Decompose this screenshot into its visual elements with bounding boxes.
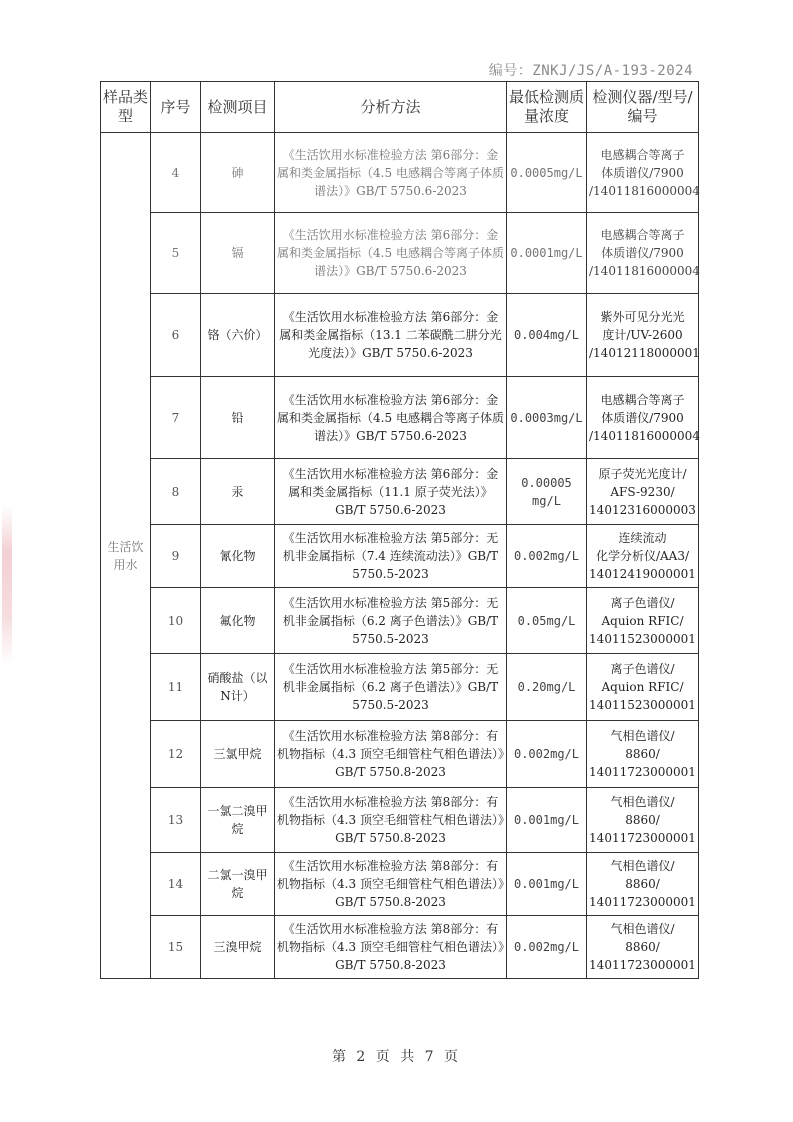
row-method: 《生活饮用水标准检验方法 第5部分：无机非金属指标（7.4 连续流动法）》GB/T 5750.5-2023 [275,525,507,588]
row-seq: 4 [151,133,201,213]
row-limit: 0.05mg/L [507,588,587,654]
instrument-line: 电感耦合等离子 [600,228,685,242]
table-row [101,721,699,788]
row-limit: 0.0003mg/L [507,377,587,459]
table-row [101,459,699,525]
instrument-line: 体质谱仪/7900 [601,410,684,425]
header-instrument: 检测仪器/型号/编号 [587,82,699,133]
row-instrument [587,459,699,525]
row-method: 《生活饮用水标准检验方法 第8部分：有机物指标（4.3 顶空毛细管柱气相色谱法）》GB/T 5750.8-2023 [275,853,507,916]
row-limit: 0.001mg/L [507,788,587,853]
row-method: 《生活饮用水标准检验方法 第8部分：有机物指标（4.3 顶空毛细管柱气相色谱法）》GB/T 5750.8-2023 [275,721,507,788]
row-limit: 0.001mg/L [507,853,587,916]
instrument-line: 度计/UV-2600 [602,328,683,342]
row-seq: 7 [151,377,201,459]
instrument-line: Aquion RFIC/ [601,680,684,694]
row-limit: 0.0005mg/L [507,133,587,213]
row-item: 汞 [201,459,275,525]
row-instrument [587,721,699,788]
instrument-line: 14011723000001 [589,831,696,845]
instrument-line: /14012118000001 [589,346,700,360]
instrument-line: 气相色谱仪/ [610,795,675,809]
instrument-line: Aquion RFIC/ [601,613,684,628]
instrument-line: 14011523000001 [589,631,696,646]
instrument-line: 气相色谱仪/ [610,922,675,936]
row-method: 《生活饮用水标准检验方法 第8部分：有机物指标（4.3 顶空毛细管柱气相色谱法）》GB/T 5750.8-2023 [275,788,507,853]
test-methods-table [100,81,699,979]
row-instrument [587,916,699,979]
row-limit: 0.002mg/L [507,916,587,979]
instrument-line: /14011816000004 [589,183,700,198]
instrument-line: 14011523000001 [589,698,696,712]
row-limit: 0.002mg/L [507,721,587,788]
row-instrument [587,213,699,294]
instrument-line: /14011816000004 [589,264,700,278]
instrument-line: 8860/ [625,940,660,954]
instrument-line: 8860/ [625,877,660,891]
instrument-line: 14011723000001 [589,958,696,972]
row-item: 砷 [201,133,275,213]
instrument-line: 8860/ [625,747,660,761]
row-method: 《生活饮用水标准检验方法 第6部分：金属和类金属指标（4.5 电感耦合等离子体质谱法）》GB/T 5750.6-2023 [275,133,507,213]
row-item: 三氯甲烷 [201,721,275,788]
row-item: 一氯二溴甲烷 [201,788,275,853]
row-item: 三溴甲烷 [201,916,275,979]
instrument-line: 体质谱仪/7900 [601,246,684,260]
row-limit: 0.002mg/L [507,525,587,588]
row-item: 铅 [201,377,275,459]
row-seq: 15 [151,916,201,979]
row-seq: 9 [151,525,201,588]
instrument-line: 电感耦合等离子 [600,147,685,162]
row-limit: 0.00005 mg/L [507,459,587,525]
header-sample-type: 样品类型 [101,82,151,133]
row-seq: 13 [151,788,201,853]
row-seq: 14 [151,853,201,916]
table-row [101,916,699,979]
row-method: 《生活饮用水标准检验方法 第6部分：金属和类金属指标（13.1 二苯碳酰二肼分光光度法）》GB/T 5750.6-2023 [275,294,507,377]
instrument-line: 紫外可见分光光 [600,310,685,324]
instrument-line: 14012419000001 [589,567,696,581]
row-item: 镉 [201,213,275,294]
table-row [101,377,699,459]
row-instrument [587,294,699,377]
row-item: 二氯一溴甲烷 [201,853,275,916]
instrument-line: 原子荧光光度计/ [598,466,687,481]
row-instrument [587,377,699,459]
row-seq: 5 [151,213,201,294]
instrument-line: 14011723000001 [589,765,696,779]
sample-type-cell: 生活饮用水 [101,133,151,979]
row-method: 《生活饮用水标准检验方法 第5部分：无机非金属指标（6.2 离子色谱法）》GB/T 5750.5-2023 [275,588,507,654]
instrument-line: 体质谱仪/7900 [601,165,684,180]
header-seq: 序号 [151,82,201,133]
row-instrument [587,853,699,916]
row-seq: 8 [151,459,201,525]
document-number: 编号：ZNKJ/JS/A-193-2024 [488,63,693,79]
row-instrument [587,788,699,853]
row-seq: 11 [151,654,201,721]
table-row [101,133,699,213]
instrument-line: 14012316000003 [589,502,696,517]
row-seq: 12 [151,721,201,788]
row-instrument [587,588,699,654]
instrument-line: 气相色谱仪/ [610,859,675,873]
row-item: 硝酸盐（以N计） [201,654,275,721]
row-instrument [587,525,699,588]
instrument-line: 14011723000001 [589,895,696,909]
table-row [101,654,699,721]
table-row [101,213,699,294]
table-row [101,294,699,377]
row-seq: 6 [151,294,201,377]
seal-edge-mark [2,505,12,665]
table-row [101,588,699,654]
row-limit: 0.004mg/L [507,294,587,377]
instrument-line: AFS-9230/ [610,484,675,499]
instrument-line: 离子色谱仪/ [610,595,675,610]
row-item: 氰化物 [201,525,275,588]
row-method: 《生活饮用水标准检验方法 第6部分：金属和类金属指标（4.5 电感耦合等离子体质谱法）》GB/T 5750.6-2023 [275,377,507,459]
header-limit: 最低检测质量浓度 [507,82,587,133]
instrument-line: 化学分析仪/AA3/ [595,549,690,563]
table-row [101,525,699,588]
page-number: 第 2 页 共 7 页 [331,1049,462,1065]
instrument-line: 连续流动 [618,531,667,545]
instrument-line: /14011816000004 [589,428,700,443]
row-instrument [587,133,699,213]
instrument-line: 离子色谱仪/ [610,662,675,676]
row-method: 《生活饮用水标准检验方法 第6部分：金属和类金属指标（11.1 原子荧光法）》GB/T 5750.6-2023 [275,459,507,525]
row-method: 《生活饮用水标准检验方法 第5部分：无机非金属指标（6.2 离子色谱法）》GB/T 5750.5-2023 [275,654,507,721]
row-limit: 0.0001mg/L [507,213,587,294]
table-row [101,853,699,916]
row-item: 氟化物 [201,588,275,654]
row-limit: 0.20mg/L [507,654,587,721]
header-item: 检测项目 [201,82,275,133]
header-method: 分析方法 [275,82,507,133]
instrument-line: 气相色谱仪/ [610,729,675,743]
row-item: 铬（六价） [201,294,275,377]
row-method: 《生活饮用水标准检验方法 第8部分：有机物指标（4.3 顶空毛细管柱气相色谱法）》GB/T 5750.8-2023 [275,916,507,979]
row-method: 《生活饮用水标准检验方法 第6部分：金属和类金属指标（4.5 电感耦合等离子体质谱法）》GB/T 5750.6-2023 [275,213,507,294]
table-header-row [101,82,699,133]
instrument-line: 电感耦合等离子 [600,392,685,407]
instrument-line: 8860/ [625,813,660,827]
row-instrument [587,654,699,721]
table-row [101,788,699,853]
row-seq: 10 [151,588,201,654]
